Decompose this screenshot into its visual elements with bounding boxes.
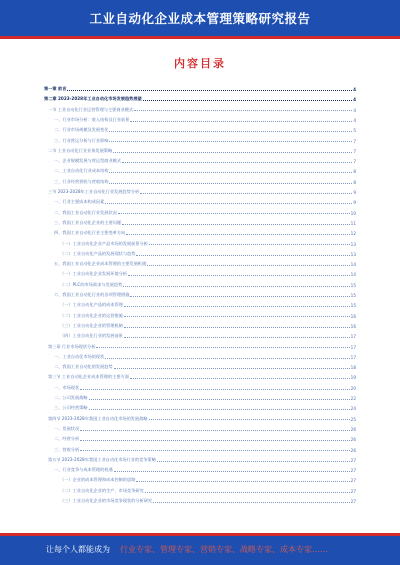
toc-entry-page: 26 <box>350 447 356 453</box>
toc-entry-page: 27 <box>350 499 356 504</box>
toc-entry-page: 7 <box>353 148 356 154</box>
toc-entry-label: 二、我国工业自动化的发展趋势 <box>54 364 113 370</box>
toc-entry[interactable] <box>44 405 356 411</box>
toc-entry-label: 二节 工业自动化行业业务发展策略 <box>48 147 113 153</box>
toc-entry[interactable] <box>44 127 356 133</box>
toc-entry-label: （二）工业自动化产品的发展现状与趋势 <box>60 250 136 256</box>
toc-entry-label: （一）工业自动化产品的成本管理 <box>60 302 123 308</box>
toc-entry[interactable] <box>44 179 356 185</box>
toc-entry-page: 27 <box>350 468 356 474</box>
toc-leader-dots <box>147 265 350 266</box>
toc-entry-page: 9 <box>353 200 356 206</box>
toc-entry[interactable] <box>44 498 356 504</box>
toc-entry-label: （二）工业自动化企业的运营措施 <box>60 312 123 318</box>
toc-leader-dots <box>80 450 350 451</box>
toc-entry-page: 15 <box>350 282 356 288</box>
toc-leader-dots <box>122 224 350 225</box>
toc-entry[interactable] <box>44 323 356 329</box>
toc-entry[interactable] <box>44 158 356 164</box>
toc-entry-page: 17 <box>350 354 356 360</box>
toc-entry-page: 20 <box>350 385 356 391</box>
toc-entry[interactable] <box>44 374 356 380</box>
toc-entry-label: （四）工业自动化行业的发展前景 <box>60 333 123 339</box>
toc-entry-page: 4 <box>353 107 356 113</box>
toc-entry-label: （三）工业自动化企业的管理机制 <box>60 322 123 328</box>
toc-entry[interactable] <box>44 292 356 298</box>
toc-entry[interactable] <box>44 138 356 144</box>
toc-entry-label: 二、公司发展战略 <box>54 395 88 400</box>
toc-entry-label: 一节 工业自动化行业运营管理与主要商业模式 <box>48 106 134 112</box>
toc-entry[interactable] <box>44 210 356 216</box>
toc-entry-page: 8 <box>353 169 356 175</box>
toc-entry-page: 11 <box>350 220 356 226</box>
toc-entry-page: 4 <box>353 117 356 123</box>
toc-entry-page: 15 <box>350 293 356 298</box>
header-bar <box>0 0 400 36</box>
toc-entry[interactable] <box>44 168 356 174</box>
toc-entry-label: 第四节 2023-2028年我国工业自动化市场的发展战略 <box>48 415 148 421</box>
toc-leader-dots <box>149 244 350 245</box>
toc-leader-dots <box>136 255 349 256</box>
toc-leader-dots <box>109 141 352 142</box>
toc-entry-label: 三、行业营运分析与行业影响 <box>54 137 109 143</box>
toc-entry[interactable] <box>44 199 356 205</box>
toc-leader-dots <box>124 327 350 328</box>
toc-leader-dots <box>80 389 350 390</box>
toc-entry-page: 9 <box>353 190 356 195</box>
toc-entry-page: 8 <box>353 179 356 185</box>
toc-leader-dots <box>124 316 350 317</box>
toc-leader-dots <box>96 347 349 348</box>
toc-entry-page: 26 <box>350 437 356 443</box>
toc-entry-label: （一）企业的成本管理和成本控制的思路 <box>60 477 136 483</box>
toc-entry[interactable] <box>44 395 356 401</box>
toc-entry-page: 13 <box>350 251 356 257</box>
toc-leader-dots <box>89 409 350 410</box>
footer-lead-text: 让每个人都能成为 <box>46 545 110 554</box>
toc-entry-label: 一、行业主要成本构成因素 <box>54 199 105 205</box>
toc-entry[interactable] <box>44 416 356 422</box>
toc-entry-label: 四、我国工业自动化行业主要变革方向 <box>54 230 126 236</box>
toc-entry[interactable] <box>44 230 356 236</box>
toc-leader-dots <box>89 399 350 400</box>
toc-entry[interactable] <box>44 385 356 391</box>
toc-leader-dots <box>122 162 352 163</box>
toc-leader-dots <box>145 492 350 493</box>
toc-leader-dots <box>130 296 349 297</box>
toc-entry[interactable] <box>44 426 356 432</box>
toc-entry-label: 一、发展状况 <box>54 425 80 431</box>
toc-entry[interactable] <box>44 241 356 247</box>
toc-entry-page: 17 <box>350 334 356 340</box>
toc-leader-dots <box>123 286 349 287</box>
toc-entry-label: 五、我国工业自动化企业成本管理的主要发展机遇 <box>54 261 147 267</box>
toc-entry-label: 一、市场现状 <box>54 384 80 390</box>
toc-entry-label: （三）工业自动化企业的市场竞争现状的分析研究 <box>60 498 153 503</box>
header-accent-stripe <box>0 36 400 39</box>
toc-entry[interactable] <box>44 107 356 113</box>
toc-leader-dots <box>124 306 350 307</box>
toc-entry-label: 二、工业自动化行业成本结构 <box>54 168 109 174</box>
toc-entry[interactable] <box>44 189 356 195</box>
toc-leader-dots <box>80 430 350 431</box>
toc-leader-dots <box>130 121 352 122</box>
toc-entry-page: 4 <box>353 87 356 92</box>
toc-entry[interactable] <box>44 148 356 154</box>
toc-entry[interactable] <box>44 251 356 257</box>
toc-entry-label: 二、行业市场规模及发展变化 <box>54 127 109 133</box>
toc-entry[interactable] <box>44 447 356 453</box>
toc-entry-label: 一、企业规模发展与营运型商业模式 <box>54 158 122 164</box>
toc-entry-label: 三、营收分析 <box>54 446 80 452</box>
toc-entry-label: （二）PLC的市场需求与发展趋势 <box>60 281 123 287</box>
toc-entry-label: 一、行业市场分析：收入结构及行业前景 <box>54 116 130 122</box>
toc-entry-label: 第一章 前言 <box>44 86 67 91</box>
toc-entry-page: 15 <box>350 303 356 309</box>
toc-entry-label: 六、我国工业自动化行业的各项管理措施 <box>54 292 130 297</box>
toc-entry-page: 16 <box>350 313 356 319</box>
toc-leader-dots <box>149 419 350 420</box>
toc-leader-dots <box>153 502 350 503</box>
toc-entry[interactable] <box>44 302 356 308</box>
toc-entry[interactable] <box>44 271 356 277</box>
document-title: 工业自动化企业成本管理策略研究报告 <box>89 11 311 26</box>
toc-entry[interactable] <box>44 477 356 483</box>
toc-entry-page: 18 <box>350 365 356 371</box>
toc-entry[interactable] <box>44 354 356 360</box>
toc-entry[interactable] <box>44 220 356 226</box>
toc-entry-page: 26 <box>350 426 356 432</box>
toc-leader-dots <box>67 90 352 91</box>
toc-entry-page: 13 <box>350 241 356 247</box>
toc-leader-dots <box>109 131 352 132</box>
toc-entry-page: 4 <box>353 97 356 103</box>
toc-entry-label: 三、行业经营营收与营收结构 <box>54 178 109 184</box>
toc-leader-dots <box>113 152 352 153</box>
toc-entry[interactable] <box>44 313 356 319</box>
toc-leader-dots <box>140 193 352 194</box>
footer-bar <box>0 536 400 565</box>
toc-entry-page: 7 <box>353 159 356 165</box>
toc-entry-label: 三节 2023-2028年工业自动化行业发展趋势分析 <box>48 189 140 194</box>
toc-entry-page: 14 <box>350 262 356 268</box>
toc-leader-dots <box>124 337 350 338</box>
toc-entry-label: 第三章 行业市场现状分析 <box>48 343 96 349</box>
toc-entry-label: 第五节 2023-2028年我国工业自动化市场行业的竞争策略 <box>48 456 156 462</box>
toc-leader-dots <box>105 203 352 204</box>
toc-entry-label: 二、经营分析 <box>54 436 80 442</box>
toc-entry-label: 二、我国工业自动化行业发展状况 <box>54 209 117 215</box>
toc-entry-page: 24 <box>350 406 356 412</box>
toc-entry-page: 7 <box>353 138 356 144</box>
toc-entry-label: 一、工业自动化市场的现状 <box>54 353 105 359</box>
toc-entry-page: 22 <box>350 396 356 401</box>
toc-leader-dots <box>114 368 350 369</box>
toc-entry[interactable] <box>44 488 356 494</box>
toc-entry-page: 10 <box>350 210 356 216</box>
toc-entry[interactable] <box>44 96 356 102</box>
toc-entry[interactable] <box>44 86 356 92</box>
toc-entry-page: 25 <box>350 416 356 422</box>
toc-entry-page: 14 <box>350 272 356 278</box>
toc-leader-dots <box>126 234 349 235</box>
toc-entry-page: 16 <box>350 323 356 329</box>
toc-leader-dots <box>80 440 350 441</box>
toc-entry[interactable] <box>44 333 356 339</box>
toc-leader-dots <box>118 213 350 214</box>
toc-entry-label: 三、公司经营策略 <box>54 405 88 411</box>
toc-leader-dots <box>105 358 349 359</box>
toc-entry-label: 第三节 工业自动化企业成本管理的主要方面 <box>48 374 129 380</box>
toc-leader-dots <box>136 481 349 482</box>
toc-leader-dots <box>157 461 350 462</box>
toc-entry-page: 5 <box>353 128 356 134</box>
toc-entry[interactable] <box>44 436 356 442</box>
toc-entry[interactable] <box>44 261 356 267</box>
toc-entry[interactable] <box>44 344 356 350</box>
toc-entry-label: （一）工业自动化企业发展环境分析 <box>60 271 128 277</box>
toc-entry-page: 27 <box>350 478 356 484</box>
toc-entry-label: 一、行业竞争与成本管理的机遇 <box>54 467 113 473</box>
toc-entry-page: 27 <box>350 457 356 463</box>
toc-entry-label: 三、我国工业自动化企业的主要问题 <box>54 219 122 225</box>
toc-entry[interactable] <box>44 457 356 463</box>
toc-entry-page: 19 <box>350 375 356 381</box>
toc-entry-page: 27 <box>350 488 356 494</box>
toc-entry-page: 17 <box>350 344 356 350</box>
toc-leader-dots <box>134 110 352 111</box>
toc-entry-label: 第二章 2023-2028年工业自动化市场发展趋势展望 <box>44 96 142 102</box>
toc-entry-page: 12 <box>350 231 356 237</box>
toc-leader-dots <box>143 100 352 101</box>
toc-leader-dots <box>128 275 350 276</box>
toc-leader-dots <box>130 378 350 379</box>
toc-entry[interactable] <box>44 282 356 288</box>
toc-leader-dots <box>114 471 350 472</box>
toc-entry[interactable] <box>44 117 356 123</box>
toc-leader-dots <box>109 183 352 184</box>
footer-tagline: 行业专家、管理专家、营销专家、战略专家、成本专家…… <box>120 545 328 554</box>
toc-entry-label: （一）工业自动化企业产品市场的发展前景分析 <box>60 240 148 246</box>
toc-heading: 内容目录 <box>174 57 226 70</box>
toc-entry[interactable] <box>44 364 356 370</box>
toc-leader-dots <box>109 172 352 173</box>
toc-entry[interactable] <box>44 467 356 473</box>
toc-entry-label: （二）工业自动化企业的生产、市场竞争研究 <box>60 487 144 493</box>
